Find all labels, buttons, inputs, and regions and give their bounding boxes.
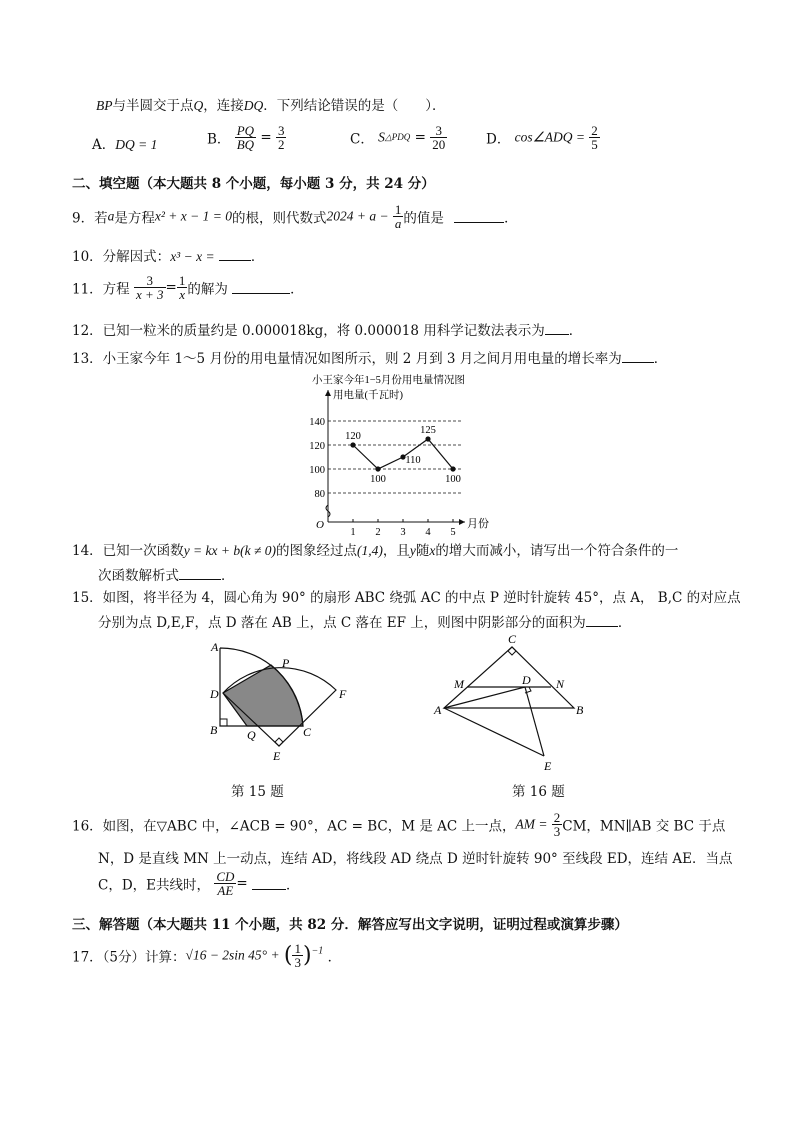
y-axis-arrow: [325, 390, 331, 396]
x-axis-arrow: [459, 519, 465, 525]
chart-title: 小王家今年1−5月份用电量情况图: [312, 375, 465, 386]
chart-ylabel: 用电量(千瓦时): [333, 390, 403, 401]
label-Q: Q: [247, 728, 256, 742]
question-14-line2: 次函数解析式 ．: [98, 568, 235, 584]
question-16-line2: N，D 是直线 MN 上一动点，连结 AD，将线段 AD 绕点 D 逆时针旋转 90° 至线段 ED，连结 AE．当点: [98, 851, 733, 867]
label-A: A: [211, 640, 219, 654]
label-B: B: [210, 723, 218, 737]
data-point: [375, 466, 380, 471]
q8-line: BP与半圆交于点Q，连接DQ．下列结论错误的是（ ）．: [96, 98, 446, 114]
y-tick-label: 140: [309, 417, 325, 428]
data-label: 120: [345, 431, 361, 442]
q8-option-a: A．DQ = 1: [92, 137, 158, 153]
label-A: A: [434, 703, 442, 717]
q9-answer-blank[interactable]: [454, 210, 504, 223]
q8-option-b: B． $\frac{PQ}{BQ}$ = $\frac{3}{2}$: [207, 123, 285, 152]
x-tick-label: 5: [450, 527, 456, 538]
x-tick-label: 4: [425, 527, 431, 538]
q14-answer-blank[interactable]: [179, 567, 221, 580]
q10-answer-blank[interactable]: [219, 248, 251, 261]
right-angle-b: [220, 719, 227, 726]
paren-open: (: [283, 943, 293, 968]
question-17: 17．（5分）计算：√16 − 2sin 45° + ( $\frac{1}{3}$ )$^{-1}$ ．: [72, 941, 342, 970]
question-13: 13．小王家今年 1～5 月份的用电量情况如图所示，则 2 月到 3 月之间月用电量的增长率为 ．: [72, 351, 668, 367]
x-tick-label: 3: [400, 527, 406, 538]
right-angle-c: [508, 647, 516, 655]
label-F: F: [339, 687, 347, 701]
question-14: 14．已知一次函数y = kx + b(k ≠ 0)的图象经过点(1,4)，且y随x的增大而减小，请写出一个符合条件的一: [72, 543, 679, 559]
section-2-title: 二、填空题（本大题共 8 个小题，每小题 3 分，共 24 分）: [72, 176, 435, 192]
figure-16: [430, 630, 600, 775]
segment-ae: [444, 708, 544, 756]
data-point: [425, 436, 430, 441]
paren-close: ): [302, 943, 312, 968]
label-N: N: [556, 677, 565, 691]
segment-de: [525, 687, 544, 756]
question-10: 10．分解因式：x³ − x = ．: [72, 249, 265, 265]
label-C: C: [303, 725, 312, 739]
data-label: 110: [405, 455, 421, 466]
y-tick-label: 100: [309, 465, 325, 476]
chart-marks: [345, 425, 461, 485]
figure-16-caption: 第 16 题: [512, 784, 565, 800]
q15-answer-blank[interactable]: [586, 614, 618, 627]
data-label: 100: [445, 474, 461, 485]
x-tick-label: 1: [350, 527, 356, 538]
q13-answer-blank[interactable]: [622, 350, 654, 363]
figure-15-caption: 第 15 题: [231, 784, 284, 800]
label-E: E: [273, 749, 281, 763]
data-label: 125: [420, 425, 436, 436]
question-9: 9．若a是方程x² + x − 1 = 0的根，则代数式2024 + a − $\frac{1}{a}$ 的值是 ．: [72, 202, 518, 231]
data-point: [450, 466, 455, 471]
label-D: D: [210, 687, 219, 701]
label-B: B: [576, 703, 584, 717]
data-label: 100: [370, 474, 386, 485]
shaded-region: [223, 665, 303, 726]
question-11: 11．方程 $\frac{3}{x + 3}$ = $\frac{1}{x}$ 的解为 ．: [72, 273, 304, 302]
x-tick-label: 2: [375, 527, 381, 538]
question-15: 15．如图，将半径为 4，圆心角为 90° 的扇形 ABC 绕弧 AC 的中点 P 逆时针旋转 45°，点 A， B,C 的对应点: [72, 590, 741, 606]
label-C: C: [508, 632, 517, 646]
question-12: 12．已知一粒米的质量约是 0.000018kg，将 0.000018 用科学记数法表示为 ．: [72, 323, 583, 339]
question-16-line3: C，D，E共线时， $\frac{CD}{AE}$ = ．: [98, 869, 300, 898]
q8-option-c: C． S△PDQ = $\frac{3}{20}$: [350, 123, 446, 152]
right-angle-e: [275, 738, 283, 746]
q11-answer-blank[interactable]: [232, 281, 290, 294]
usage-line: [353, 439, 453, 469]
y-tick-label: 120: [309, 441, 325, 452]
label-P: P: [282, 656, 290, 670]
y-tick-label: 80: [314, 489, 325, 500]
q8-option-d: D． cos∠ADQ = $\frac{2}{5}$: [486, 123, 598, 152]
label-D: D: [522, 673, 531, 687]
question-15-line2: 分别为点 D,E,F，点 D 落在 AB 上，点 C 落在 EF 上，则图中阴影部分的面积为 ．: [98, 615, 632, 631]
q12-answer-blank[interactable]: [545, 322, 569, 335]
figure-15: [200, 636, 370, 766]
data-point: [350, 442, 355, 447]
q16-answer-blank[interactable]: [252, 877, 286, 890]
label-M: M: [454, 677, 464, 691]
electricity-usage-chart: [300, 370, 500, 538]
chart-origin: O: [316, 519, 324, 531]
section-3-title: 三、解答题（本大题共 11 个小题，共 82 分．解答应写出文字说明，证明过程或演算步骤）: [72, 917, 628, 933]
label-E: E: [544, 759, 552, 773]
chart-xlabel: 月份: [467, 518, 489, 530]
question-16: 16．如图，在▽ABC 中，∠ACB = 90°，AC = BC，M 是 AC 上一点，AM = $\frac{2}{3}$ CM，MN∥AB 交 BC 于点: [72, 810, 726, 839]
